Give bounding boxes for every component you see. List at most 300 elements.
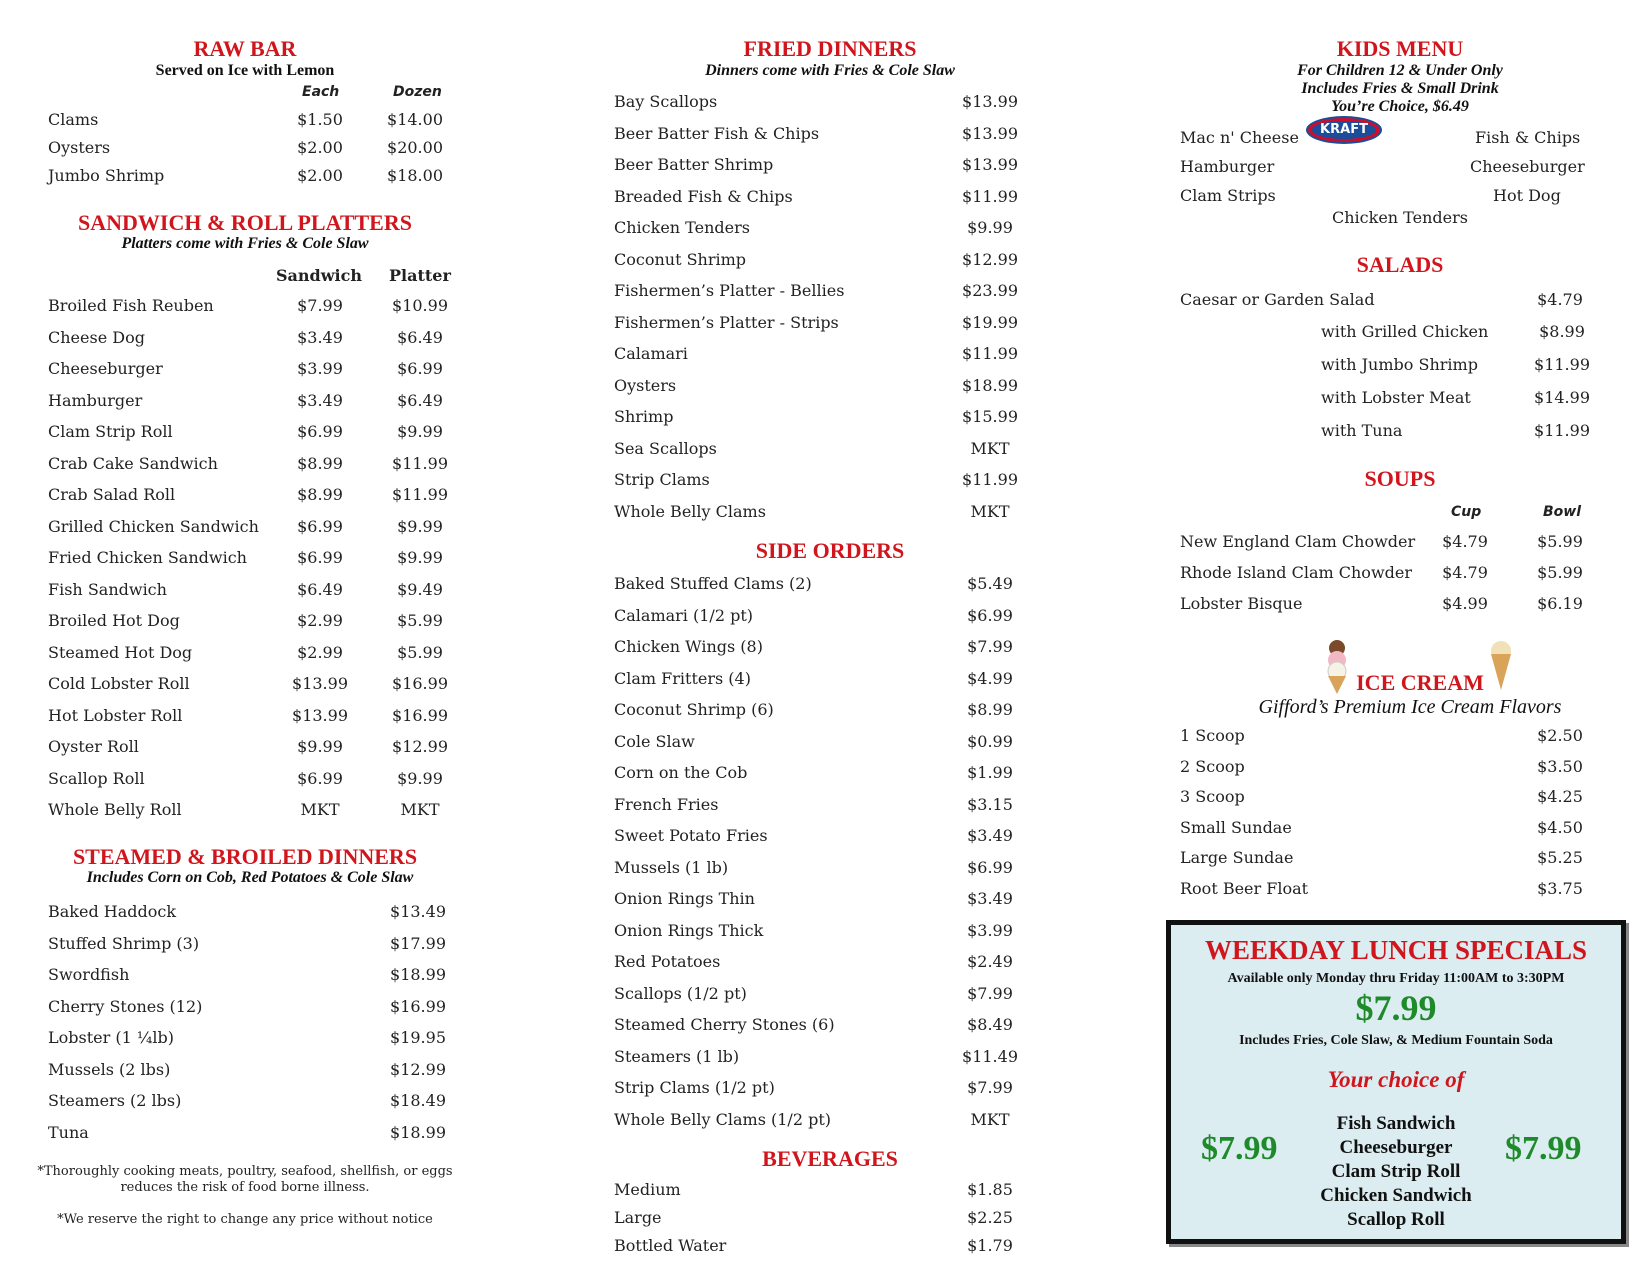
fried-row xyxy=(614,376,1084,398)
sides-item-name: Steamers (1 lb) xyxy=(614,1046,740,1066)
fried-item-name: Chicken Tenders xyxy=(614,218,750,237)
sides-price: $1.99 xyxy=(967,763,1013,782)
salads-addon-row xyxy=(1180,421,1600,443)
sandwich-item-name: Crab Salad Roll xyxy=(48,485,176,504)
sandwich-item-name: Steamed Hot Dog xyxy=(48,642,193,662)
sandwich-row xyxy=(48,548,518,570)
sandwich-row xyxy=(48,580,518,602)
sides-item-name: French Fries xyxy=(614,794,719,814)
sides-row xyxy=(614,1078,1084,1100)
salads-addon-name: with Lobster Meat xyxy=(1321,388,1471,407)
sandwich-row xyxy=(48,643,518,665)
sides-price: $6.99 xyxy=(967,605,1013,625)
steamed-item-name: Mussels (2 lbs) xyxy=(48,1059,171,1079)
sides-item-name: Chicken Wings (8) xyxy=(614,637,763,656)
ice-cream-price: $5.25 xyxy=(1537,848,1583,867)
sandwich-price-a: MKT xyxy=(300,800,340,819)
raw-bar-col-each: Each xyxy=(302,84,340,100)
fried-row xyxy=(614,313,1084,335)
sides-item-name: Onion Rings Thick xyxy=(614,920,764,940)
sandwich-price-b: $16.99 xyxy=(392,674,448,693)
sides-price: $5.49 xyxy=(967,574,1013,593)
sides-price: $8.99 xyxy=(967,700,1013,719)
sides-item-name: Clam Fritters (4) xyxy=(614,668,751,688)
steamed-row xyxy=(48,934,518,956)
fried-price: $18.99 xyxy=(962,375,1018,395)
sides-item-name: Strip Clams (1/2 pt) xyxy=(614,1078,775,1097)
salads-addon-name: with Grilled Chicken xyxy=(1321,322,1489,341)
fried-item-name: Breaded Fish & Chips xyxy=(614,186,793,206)
sides-item-name: Mussels (1 lb) xyxy=(614,857,729,877)
lunch-option: Clam Strip Roll xyxy=(1331,1161,1461,1182)
sides-price: $3.15 xyxy=(967,794,1013,814)
salads-addon-price: $8.99 xyxy=(1539,322,1585,341)
fried-item-name: Coconut Shrimp xyxy=(614,249,747,269)
kids-line-3: You’re Choice, $6.49 xyxy=(1331,98,1469,115)
steamed-item-name: Stuffed Shrimp (3) xyxy=(48,933,200,953)
salads-addon-name: with Tuna xyxy=(1321,421,1403,440)
lunch-includes: Includes Fries, Cole Slaw, & Medium Fountain Soda xyxy=(1239,1033,1553,1048)
soups-price-a: $4.79 xyxy=(1442,532,1488,551)
sides-item-name: Sweet Potato Fries xyxy=(614,826,768,845)
lunch-side-price-right: $7.99 xyxy=(1505,1130,1582,1167)
salads-item-name: Caesar or Garden Salad xyxy=(1180,290,1375,309)
sandwich-price-a: $6.99 xyxy=(297,516,343,536)
steamed-row xyxy=(48,1028,518,1050)
raw-bar-col-dozen: Dozen xyxy=(393,84,442,100)
steamed-price: $16.99 xyxy=(390,996,446,1016)
fried-price: $13.99 xyxy=(962,155,1018,174)
fried-item-name: Strip Clams xyxy=(614,470,710,489)
sides-item-name: Baked Stuffed Clams (2) xyxy=(614,574,812,593)
sandwich-price-b: $16.99 xyxy=(392,705,448,725)
kids-row-center xyxy=(1180,208,1600,230)
ice-cream-price: $4.25 xyxy=(1537,787,1583,806)
beverages-row xyxy=(614,1180,1084,1202)
fried-item-name: Beer Batter Shrimp xyxy=(614,155,774,174)
sandwich-row xyxy=(48,517,518,539)
sandwich-item-name: Hot Lobster Roll xyxy=(48,705,183,725)
steamed-price: $19.95 xyxy=(390,1028,446,1047)
ice-cream-item-name: 1 Scoop xyxy=(1180,726,1245,745)
steamed-item-name: Baked Haddock xyxy=(48,902,177,921)
fried-item-name: Fishermen’s Platter - Bellies xyxy=(614,281,845,300)
sides-price: $2.49 xyxy=(967,952,1013,971)
fried-price: $12.99 xyxy=(962,249,1018,269)
ice-cream-row xyxy=(1180,818,1650,840)
fried-row xyxy=(614,439,1084,461)
sandwich-row xyxy=(48,674,518,696)
beverages-row xyxy=(614,1208,1084,1230)
sandwich-price-a: $3.49 xyxy=(297,327,343,347)
beverages-row xyxy=(614,1236,1084,1258)
sides-row xyxy=(614,826,1084,848)
sandwich-item-name: Broiled Hot Dog xyxy=(48,611,180,630)
sandwich-item-name: Fish Sandwich xyxy=(48,579,167,599)
sandwich-row xyxy=(48,611,518,633)
kids-item-left: Hamburger xyxy=(1180,157,1275,176)
beverages-title: BEVERAGES xyxy=(762,1146,898,1171)
ice-cream-item-name: Small Sundae xyxy=(1180,817,1292,837)
sandwich-item-name: Cold Lobster Roll xyxy=(48,674,190,693)
fried-item-name: Shrimp xyxy=(614,407,674,426)
beverages-price: $2.25 xyxy=(967,1208,1013,1227)
soups-price-b: $5.99 xyxy=(1537,532,1583,551)
sides-price: $11.49 xyxy=(962,1046,1018,1066)
lunch-side-price-left: $7.99 xyxy=(1201,1130,1278,1167)
soups-row xyxy=(1180,532,1650,554)
fried-row xyxy=(614,155,1084,177)
sandwich-price-a: $6.49 xyxy=(297,579,343,599)
steamed-item-name: Tuna xyxy=(48,1122,89,1142)
sides-row xyxy=(614,1015,1084,1037)
raw-bar-price-a: $2.00 xyxy=(297,138,343,157)
sides-price: $6.99 xyxy=(967,857,1013,877)
kids-row xyxy=(1180,186,1600,208)
steamed-price: $18.99 xyxy=(390,1122,446,1142)
ice-cream-price: $4.50 xyxy=(1537,817,1583,837)
ice-cream-price: $3.75 xyxy=(1537,878,1583,898)
steamed-row xyxy=(48,1091,518,1113)
sandwich-row xyxy=(48,769,518,791)
sandwich-price-a: $13.99 xyxy=(292,674,348,693)
fried-item-name: Oysters xyxy=(614,375,677,395)
sandwich-price-a: $9.99 xyxy=(297,737,343,756)
lunch-price: $7.99 xyxy=(1355,988,1437,1028)
sides-item-name: Onion Rings Thin xyxy=(614,889,755,908)
beverages-item-name: Large xyxy=(614,1208,662,1227)
salads-title: SALADS xyxy=(1356,252,1444,277)
raw-bar-price-b: $20.00 xyxy=(387,138,443,157)
sides-row xyxy=(614,732,1084,754)
beverages-price: $1.79 xyxy=(967,1236,1013,1255)
soups-row xyxy=(1180,594,1650,616)
kids-line-1: For Children 12 & Under Only xyxy=(1297,62,1503,79)
sides-row xyxy=(614,889,1084,911)
sandwich-price-b: $12.99 xyxy=(392,737,448,756)
food-safety-note-2: reduces the risk of food borne illness. xyxy=(120,1180,370,1195)
sandwich-item-name: Fried Chicken Sandwich xyxy=(48,548,247,567)
sandwich-price-b: $6.99 xyxy=(397,359,443,378)
sandwich-price-b: $11.99 xyxy=(392,453,448,473)
sandwich-price-b: $11.99 xyxy=(392,485,448,504)
sandwich-row xyxy=(48,296,518,318)
steamed-price: $17.99 xyxy=(390,933,446,953)
ice-cream-row xyxy=(1180,879,1650,901)
ice-cream-item-name: 2 Scoop xyxy=(1180,756,1245,776)
sides-row xyxy=(614,700,1084,722)
raw-bar-item-name: Clams xyxy=(48,110,99,129)
sandwich-price-b: $9.99 xyxy=(397,768,443,788)
sandwich-item-name: Grilled Chicken Sandwich xyxy=(48,516,259,536)
raw-bar-price-a: $1.50 xyxy=(297,110,343,129)
sandwich-row xyxy=(48,485,518,507)
steamed-row xyxy=(48,965,518,987)
sandwich-price-a: $2.99 xyxy=(297,642,343,662)
sides-title: SIDE ORDERS xyxy=(755,538,905,563)
sandwich-col-platter: Platter xyxy=(389,266,451,285)
sides-item-name: Steamed Cherry Stones (6) xyxy=(614,1015,835,1034)
fried-price: $11.99 xyxy=(962,344,1018,363)
sandwich-row xyxy=(48,391,518,413)
lunch-availability: Available only Monday thru Friday 11:00AM to 3:30PM xyxy=(1227,971,1565,986)
fried-subtitle: Dinners come with Fries & Cole Slaw xyxy=(705,62,955,79)
fried-item-name: Bay Scallops xyxy=(614,92,718,111)
steamed-row xyxy=(48,1123,518,1145)
steamed-price: $13.49 xyxy=(390,902,446,921)
kids-item-right: Hot Dog xyxy=(1493,186,1561,205)
steamed-price: $18.99 xyxy=(390,965,446,984)
fried-row xyxy=(614,124,1084,146)
steamed-row xyxy=(48,1060,518,1082)
sides-price: $7.99 xyxy=(967,983,1013,1003)
sandwich-row xyxy=(48,800,518,822)
sides-price: $7.99 xyxy=(967,1078,1013,1097)
fried-row xyxy=(614,344,1084,366)
fried-price: $9.99 xyxy=(967,218,1013,237)
fried-price: $11.99 xyxy=(962,186,1018,206)
kids-item-left: Mac n' Cheese xyxy=(1180,128,1299,147)
lunch-option: Cheeseburger xyxy=(1339,1137,1453,1158)
sandwich-item-name: Whole Belly Roll xyxy=(48,800,182,819)
fried-row xyxy=(614,92,1084,114)
fried-row xyxy=(614,218,1084,240)
fried-item-name: Calamari xyxy=(614,344,688,363)
sandwich-item-name: Cheese Dog xyxy=(48,327,145,347)
sandwich-price-a: $7.99 xyxy=(297,296,343,315)
sandwich-row xyxy=(48,737,518,759)
kids-title: KIDS MENU xyxy=(1336,36,1464,61)
sandwich-price-a: $6.99 xyxy=(297,548,343,567)
steamed-item-name: Steamers (2 lbs) xyxy=(48,1091,182,1110)
kids-item-left: Clam Strips xyxy=(1180,186,1276,205)
raw-bar-price-b: $14.00 xyxy=(387,110,443,129)
soups-title: SOUPS xyxy=(1364,466,1436,491)
salads-addon-name: with Jumbo Shrimp xyxy=(1321,355,1478,374)
sandwich-price-b: $5.99 xyxy=(397,642,443,662)
sandwich-item-name: Crab Cake Sandwich xyxy=(48,453,218,473)
ice-cream-item-name: 3 Scoop xyxy=(1180,787,1245,806)
ice-cream-row xyxy=(1180,848,1650,870)
sandwich-item-name: Cheeseburger xyxy=(48,359,163,378)
sides-row xyxy=(614,606,1084,628)
fried-price: $19.99 xyxy=(962,312,1018,332)
lunch-title: WEEKDAY LUNCH SPECIALS xyxy=(1204,935,1588,965)
steamed-item-name: Swordfish xyxy=(48,965,130,984)
raw-bar-price-b: $18.00 xyxy=(387,166,443,185)
steamed-price: $18.49 xyxy=(390,1091,446,1110)
ice-cream-item-name: Large Sundae xyxy=(1180,848,1294,867)
steamed-item-name: Cherry Stones (12) xyxy=(48,996,203,1016)
sandwich-price-a: $6.99 xyxy=(297,768,343,788)
sides-item-name: Calamari (1/2 pt) xyxy=(614,605,753,625)
lunch-option: Fish Sandwich xyxy=(1336,1113,1456,1134)
sandwich-price-a: $2.99 xyxy=(297,611,343,630)
sandwich-price-b: $6.49 xyxy=(397,327,443,347)
raw-bar-item-name: Oysters xyxy=(48,138,111,157)
sides-price: $0.99 xyxy=(967,731,1013,751)
sides-row xyxy=(614,574,1084,596)
sandwich-price-b: $9.49 xyxy=(397,579,443,599)
sides-price: $3.99 xyxy=(967,920,1013,940)
sandwich-price-a: $3.49 xyxy=(297,390,343,410)
sides-item-name: Whole Belly Clams (1/2 pt) xyxy=(614,1109,831,1129)
raw-bar-title: RAW BAR xyxy=(193,36,297,61)
raw-bar-row xyxy=(48,138,518,160)
sandwich-price-a: $13.99 xyxy=(292,705,348,725)
sandwich-price-a: $8.99 xyxy=(297,485,343,504)
steamed-item-name: Lobster (1 ¼lb) xyxy=(48,1028,174,1047)
sandwich-item-name: Hamburger xyxy=(48,390,143,410)
fried-price: $15.99 xyxy=(962,407,1018,426)
soups-row xyxy=(1180,563,1650,585)
fried-item-name: Beer Batter Fish & Chips xyxy=(614,123,820,143)
soups-item-name: New England Clam Chowder xyxy=(1180,532,1416,551)
ice-cream-item-name: Root Beer Float xyxy=(1180,878,1309,898)
soups-price-b: $5.99 xyxy=(1537,563,1583,582)
sandwich-price-b: $6.49 xyxy=(397,390,443,410)
sides-row xyxy=(614,921,1084,943)
salads-addon-row xyxy=(1180,355,1600,377)
soups-price-a: $4.99 xyxy=(1442,594,1488,613)
sandwich-price-a: $3.99 xyxy=(297,359,343,378)
steamed-row xyxy=(48,902,518,924)
sandwich-row xyxy=(48,328,518,350)
kids-item-right: Cheeseburger xyxy=(1470,157,1585,176)
food-safety-note: *Thoroughly cooking meats, poultry, seafood, shellfish, or eggs xyxy=(37,1164,453,1179)
sides-price: MKT xyxy=(970,1109,1010,1129)
sides-item-name: Corn on the Cob xyxy=(614,763,748,782)
sides-row xyxy=(614,763,1084,785)
fried-row xyxy=(614,502,1084,524)
sides-row xyxy=(614,952,1084,974)
fried-price: $13.99 xyxy=(962,123,1018,143)
sandwich-price-b: $9.99 xyxy=(397,548,443,567)
raw-bar-row xyxy=(48,110,518,132)
sides-price: $3.49 xyxy=(967,826,1013,845)
sandwich-row xyxy=(48,454,518,476)
raw-bar-subtitle: Served on Ice with Lemon xyxy=(155,62,335,79)
fried-price: MKT xyxy=(970,501,1010,521)
sides-item-name: Cole Slaw xyxy=(614,731,695,751)
sides-row xyxy=(614,1110,1084,1132)
soups-item-name: Rhode Island Clam Chowder xyxy=(1180,563,1412,582)
salads-row xyxy=(1180,290,1600,312)
salads-price: $4.79 xyxy=(1537,290,1583,309)
sandwich-price-a: $8.99 xyxy=(297,453,343,473)
sides-price: $3.49 xyxy=(967,889,1013,908)
fried-item-name: Sea Scallops xyxy=(614,438,717,458)
steamed-price: $12.99 xyxy=(390,1059,446,1079)
fried-price: $13.99 xyxy=(962,92,1018,111)
sides-price: $8.49 xyxy=(967,1015,1013,1034)
soups-price-a: $4.79 xyxy=(1442,563,1488,582)
beverages-item-name: Bottled Water xyxy=(614,1236,727,1255)
sandwich-row xyxy=(48,706,518,728)
lunch-option: Scallop Roll xyxy=(1347,1209,1445,1230)
lunch-specials-box xyxy=(1166,920,1626,1244)
salads-addon-row xyxy=(1180,388,1600,410)
sandwich-item-name: Scallop Roll xyxy=(48,768,145,788)
ice-cream-price: $3.50 xyxy=(1537,756,1583,776)
sides-price: $7.99 xyxy=(967,637,1013,656)
fried-price: $11.99 xyxy=(962,470,1018,489)
lunch-choice: Your choice of xyxy=(1327,1067,1465,1092)
sandwich-price-a: $6.99 xyxy=(297,422,343,441)
fried-price: $23.99 xyxy=(962,281,1018,300)
steamed-row xyxy=(48,997,518,1019)
soups-col-bowl: Bowl xyxy=(1543,504,1582,520)
sandwich-price-b: $10.99 xyxy=(392,296,448,315)
sides-row xyxy=(614,858,1084,880)
sides-row xyxy=(614,795,1084,817)
price-change-note: *We reserve the right to change any price without notice xyxy=(57,1212,433,1227)
kids-row xyxy=(1180,157,1600,179)
ice-cream-row xyxy=(1180,787,1650,809)
soups-item-name: Lobster Bisque xyxy=(1180,594,1303,613)
sandwich-subtitle: Platters come with Fries & Cole Slaw xyxy=(121,235,369,252)
fried-row xyxy=(614,470,1084,492)
steamed-subtitle: Includes Corn on Cob, Red Potatoes & Cole Slaw xyxy=(86,869,414,886)
steamed-title: STEAMED & BROILED DINNERS xyxy=(72,844,418,869)
sandwich-price-b: $9.99 xyxy=(397,422,443,441)
ice-cream-subtitle: Gifford’s Premium Ice Cream Flavors xyxy=(1258,696,1562,718)
kids-line-2: Includes Fries & Small Drink xyxy=(1301,80,1499,97)
sandwich-row xyxy=(48,422,518,444)
fried-price: MKT xyxy=(970,438,1010,458)
sides-item-name: Coconut Shrimp (6) xyxy=(614,700,774,719)
fried-row xyxy=(614,187,1084,209)
kids-item-right: Fish & Chips xyxy=(1475,128,1581,147)
sandwich-price-b: $9.99 xyxy=(397,516,443,536)
fried-item-name: Fishermen’s Platter - Strips xyxy=(614,312,839,332)
kids-item-center: Chicken Tenders xyxy=(1332,208,1468,227)
beverages-item-name: Medium xyxy=(614,1180,681,1199)
sides-row xyxy=(614,984,1084,1006)
salads-addon-price: $11.99 xyxy=(1534,421,1590,440)
sides-row xyxy=(614,1047,1084,1069)
beverages-price: $1.85 xyxy=(967,1180,1013,1199)
sandwich-price-b: $5.99 xyxy=(397,611,443,630)
fried-title: FRIED DINNERS xyxy=(743,36,917,61)
salads-addon-row xyxy=(1180,322,1600,344)
ice-cream-row xyxy=(1180,726,1650,748)
sandwich-item-name: Broiled Fish Reuben xyxy=(48,296,214,315)
soups-price-b: $6.19 xyxy=(1537,594,1583,613)
fried-row xyxy=(614,407,1084,429)
sides-item-name: Scallops (1/2 pt) xyxy=(614,983,747,1003)
soups-col-cup: Cup xyxy=(1451,504,1482,520)
sandwich-col-sandwich: Sandwich xyxy=(276,266,362,285)
sides-price: $4.99 xyxy=(967,668,1013,688)
raw-bar-row xyxy=(48,166,518,188)
sides-item-name: Red Potatoes xyxy=(614,952,721,971)
fried-row xyxy=(614,281,1084,303)
sandwich-title: SANDWICH & ROLL PLATTERS xyxy=(78,210,412,235)
ice-cream-title: ICE CREAM xyxy=(1356,670,1484,695)
ice-cream-price: $2.50 xyxy=(1537,726,1583,745)
fried-row xyxy=(614,250,1084,272)
sandwich-item-name: Oyster Roll xyxy=(48,737,139,756)
kraft-logo-label: KRAFT xyxy=(1312,121,1376,139)
salads-addon-price: $14.99 xyxy=(1534,388,1590,407)
fried-item-name: Whole Belly Clams xyxy=(614,501,766,521)
raw-bar-item-name: Jumbo Shrimp xyxy=(48,166,165,185)
ice-cream-row xyxy=(1180,757,1650,779)
sandwich-item-name: Clam Strip Roll xyxy=(48,422,173,441)
kids-row xyxy=(1180,128,1600,150)
sandwich-row xyxy=(48,359,518,381)
